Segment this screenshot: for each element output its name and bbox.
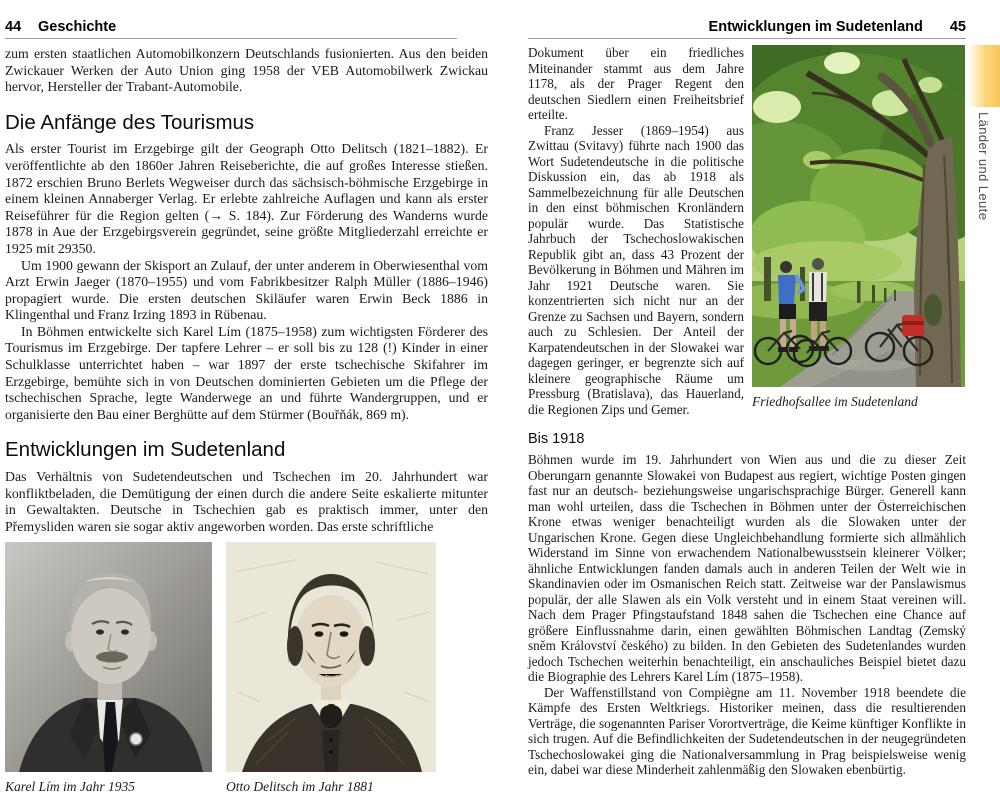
paragraph-continuation: zum ersten staatlichen Automobilkonzern Deutschlands fusionierten. Aus den beiden Zwickauer Werken der Auto Union ging 1958 der VEB Automobilwerk Zwickau hervor, Hersteller der Trabant-Automobile. bbox=[5, 46, 488, 95]
figure-caption: Friedhofsallee im Sudetenland bbox=[752, 394, 918, 409]
running-title-left: Geschichte bbox=[38, 19, 117, 35]
paragraph: Böhmen wurde im 19. Jahrhundert von Wien aus und die zu dieser Zeit Oberungarn genannte Slowakei von Budapest aus regiert, wichtige Posten gingen fast nur an deutsch- beziehungsweise ungarischsprachige Bürger. Generell kann man wohl urteilen, dass die Tschechen in Böhmen unter der Österreichischen Krone etwas weniger benachteiligt wurden als die Slowaken unter der Ungarischen Krone. Gegen diese Ungleichbehandlung formierte sich allmählich Widerstand im Sinne von erwachendem Nationalbewusstsein kleinerer Völker; ähnliche Entwicklungen fanden damals auch in anderen Teilen der Welt wie in Skandinavien oder im Osmanischen Reich statt. Zeitweise war der Panslawismus populär, der alle Slawen als ein Volk versteht und in einem Staat vereinen will. Nach dem Prager Pfingstaufstand 1848 sahen die Tschechen eine Chance auf größere Einflussnahme darin, einen gewählten Böhmischen Landtag (Zemský sněm Království českého) zu bilden. In den Gebieten des Sudetenlandes wurden jedoch Tschechen weiterhin benachteiligt, ein anschauliches Beispiel bietet dazu die Biographie des Lehrers Karel Lím (1875–1958). bbox=[528, 452, 966, 684]
subsection-title-bis-1918: Bis 1918 bbox=[528, 431, 585, 447]
running-header-left bbox=[5, 14, 488, 35]
margin-tab-accent bbox=[968, 45, 1000, 107]
figure-caption: Karel Lím im Jahr 1935 bbox=[5, 779, 136, 795]
page-left bbox=[5, 14, 488, 796]
paragraph: In Böhmen entwickelte sich Karel Lím (1875–1958) zum wichtigsten Förderer des Tourismus im Erzgebirge. Der tapfere Lehrer – er soll bis zu 128 (!) Kinder in einer Schulklasse unterrichtet haben – war 1897 der erste tschechische Skifahrer im Erzgebirge, bemühte sich in von Deutschen dominierten Gebieten um die Pflege der tschechischen Sprache, legte Wanderwege an und führte Wandergruppen, und er organisierte den Bau einer Berghütte auf dem Stürmer (Bouřňák, 869 m). bbox=[5, 323, 488, 422]
section-title-tourismus: Die Anfänge des Tourismus bbox=[5, 110, 255, 134]
figure-karel-lim bbox=[5, 542, 212, 795]
figure-row bbox=[5, 542, 488, 795]
photo-karel-lim bbox=[5, 542, 212, 772]
photo-otto-delitsch bbox=[226, 542, 436, 772]
paragraph: Franz Jesser (1869–1954) aus Zwittau (Svitavy) führte nach 1900 das Wort Sudetendeutsche in die politische Diskussion ein, das ab 1918 als Sammelbezeichnung für alle Deutschen in den einst böhmischen Kronländern populär wurde. Das Statistische Jahrbuch der Tschechoslowakischen Republik gibt an, dass 43 Prozent der Bevölkerung in Böhmen und Mähren im Jahr 1921 Deutsche waren. Sie konzentrierten sich nicht nur an der Grenze zu Sachsen und Bayern, sondern auch zu Schlesien. Der Anteil der Karpatendeutschen in der Slowakei war dagegen geringer, er begrenzte sich auf kleinere geographische Räume um Pressburg (Bratislava), das Hauerland, die Regionen Zips und Gemer. bbox=[528, 122, 744, 417]
paragraph: Als erster Tourist im Erzgebirge gilt der Geograph Otto Delitsch (1821–1882). Er veröffentlichte ab den 1860er Jahren Reiseberichte, die auf großes Interesse stießen. 1872 erschien Bruno Berlets Wegweiser durch das sächsisch-böhmische Erzgebirge in einem kleinen Annaberger Verlag. Er erlebte zahlreiche Auflagen und kann als erster Reiseführer für die Region gelten (→ S. 184). Zur Förderung des Wanderns wurde 1878 in Aue der Erzgebirgsverein gegründet, seine größte Mitgliederzahl erreichte er 1925 mit 29350. bbox=[5, 141, 488, 256]
running-title-right: Entwicklungen im Sudetenland bbox=[708, 19, 923, 35]
figure-caption: Otto Delitsch im Jahr 1881 bbox=[226, 779, 374, 795]
section-title-sudetenland: Entwicklungen im Sudetenland bbox=[5, 438, 286, 462]
paragraph: Das Verhältnis von Sudetendeutschen und Tschechen im 20. Jahrhundert war konfliktbeladen, die Demütigung der einen durch die andere Seite eskalierte mitunter in Gewaltakten. Deutsche in Tschechien gab es praktisch immer, unter den Přemysliden waren sie sogar aktiv angeworben worden. Das erste schriftliche bbox=[5, 469, 488, 534]
running-header-right bbox=[528, 14, 966, 35]
figure-otto-delitsch bbox=[226, 542, 436, 795]
narrow-text-column bbox=[528, 45, 744, 417]
page-number-right: 45 bbox=[949, 19, 966, 35]
figure-friedhofsallee bbox=[752, 45, 965, 417]
header-rule-left bbox=[5, 38, 457, 39]
margin-tab-label: Länder und Leute bbox=[976, 112, 991, 221]
header-rule-right bbox=[528, 38, 966, 39]
page-number-left: 44 bbox=[5, 19, 22, 35]
photo-friedhofsallee bbox=[752, 45, 965, 387]
page-right bbox=[528, 14, 966, 778]
paragraph: Um 1900 gewann der Skisport an Zulauf, der unter anderem in Oberwiesenthal vom Arzt Erwin Jaeger (1870–1955) und vom Fabrikbesitzer Ralph Müller (1886–1946) propagiert wurde. Die ersten deutschen Skiläufer waren Erwin Beck 1886 in Klingenthal und Franz Irzing 1893 in Rübenau. bbox=[5, 257, 488, 323]
paragraph: Der Waffenstillstand von Compiègne am 11. November 1918 beendete die Kämpfe des Ersten Weltkriegs. Historiker meinen, dass die resultierenden Verträge, die sogenannten Pariser Vorortverträge, die Keime künftiger Konflikte in sich trugen. Auf die Befindlichkeiten der Sudetendeutschen in der neugegründeten Tschechoslowakei ging die Nationalversammlung in Prag beispielsweise wenig ein, dabei war diese Minderheit zahlenmäßig den Slowaken ebenbürtig. bbox=[528, 684, 966, 777]
paragraph-continuation: Dokument über ein friedliches Miteinander stammt aus dem Jahre 1178, als der Prager Regent den deutschen Siedlern einen Freiheitsbrief erteilte. bbox=[528, 45, 744, 122]
two-column-block bbox=[528, 45, 966, 417]
